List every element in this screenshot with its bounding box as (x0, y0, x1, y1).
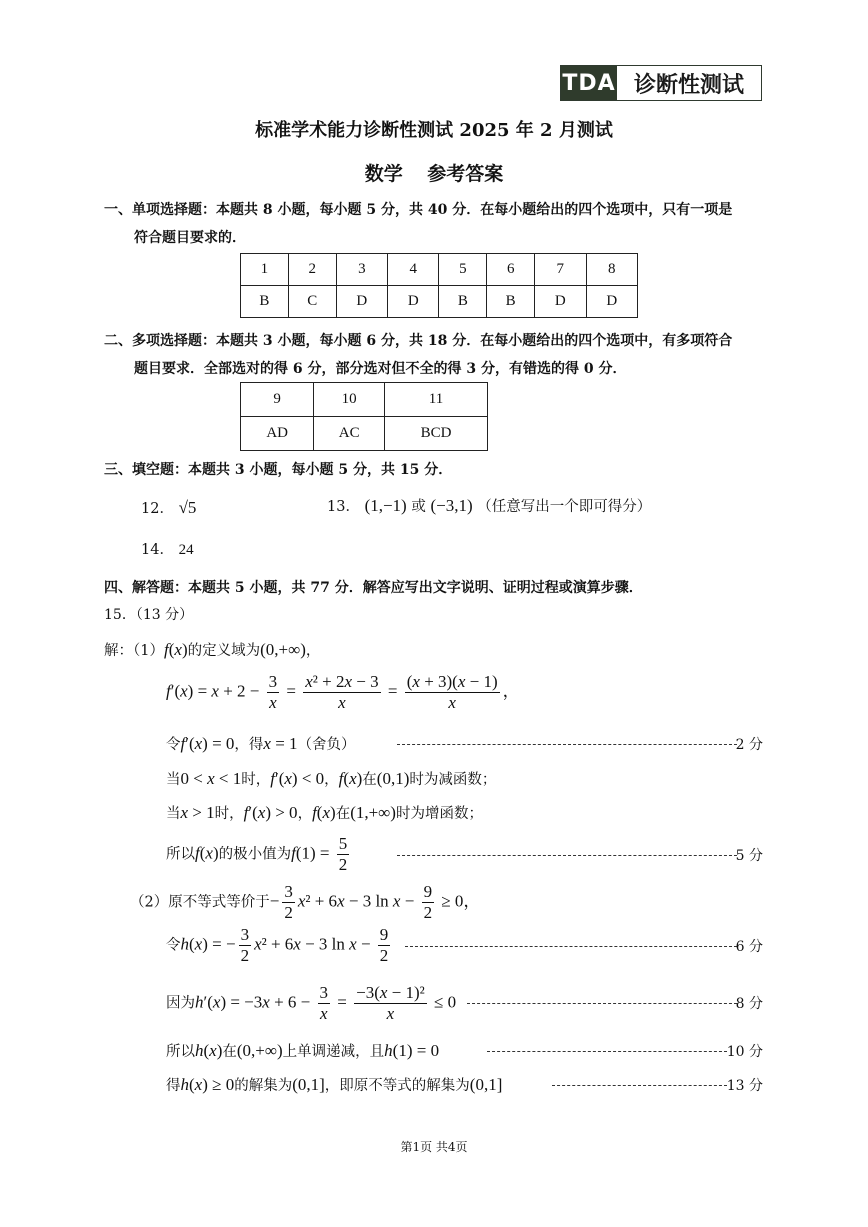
question-number: 2 (288, 254, 336, 286)
answer-cell: D (336, 286, 387, 318)
critical-point-line: 令f′(x) = 0，得x = 1（舍负） (166, 734, 356, 753)
derivative-formula: f′(x) = x + 2 − $\frac{3}{x}$ = $\frac{\text{x² + 2x − 3}}{x}$ = $\frac{(x + 3)(x - 1)}{x}$ ， (166, 672, 520, 712)
q12-answer: 12． √5 (141, 498, 197, 517)
logo-tda-text: TDA (561, 66, 617, 100)
logo-test-name: 诊断性测试 (633, 72, 744, 98)
answer-cell: AC (314, 417, 385, 451)
dotted-leader (397, 744, 737, 745)
table-row (241, 417, 488, 451)
question-number: 11 (384, 383, 487, 417)
question-number: 4 (388, 254, 439, 286)
h-definition: 令h(x) = − $\frac{3}{2}$ x² + 6x − 3 ln x − $\frac{9}{2}$ (166, 925, 389, 965)
section2-heading: 二、多项选择题：本题共 3 小题，每小题 6 分，共 18 分．在每小题给出的四个选项中，有多项符合 题目要求．全部选对的得 6 分，部分选对但不全的得 3 分，有错选的得 0 分． (104, 333, 733, 377)
question-number: 10 (314, 383, 385, 417)
dotted-leader (397, 855, 737, 856)
section3-heading: 三、填空题：本题共 3 小题，每小题 5 分，共 15 分． (104, 462, 453, 478)
question-number: 1 (241, 254, 289, 286)
question-number: 5 (439, 254, 487, 286)
multi-answer-table (240, 382, 488, 451)
question-number: 6 (487, 254, 535, 286)
question-number: 7 (535, 254, 586, 286)
answer-cell: B (439, 286, 487, 318)
minimum-value-line: 所以f(x)的极小值为f(1) = $\frac{5}{2}$ (166, 834, 348, 874)
score-label: 8 分 (735, 996, 763, 1012)
answer-cell: BCD (384, 417, 487, 451)
q15-label: 15．（13 分） (104, 607, 194, 623)
tda-logo (560, 65, 762, 101)
score-label: 10 分 (726, 1044, 763, 1060)
score-label: 5 分 (735, 848, 763, 864)
answer-cell: D (535, 286, 586, 318)
part2-inequality: （2）原不等式等价于− $\frac{3}{2}$ x² + 6x − 3 ln x − $\frac{9}{2}$ ≥ 0， (130, 882, 481, 922)
dotted-leader (552, 1085, 727, 1086)
table-row (241, 254, 638, 286)
answer-cell: D (388, 286, 439, 318)
score-label: 6 分 (735, 939, 763, 955)
h-derivative: 因为h′(x) = −3x + 6 − $\frac{3}{x}$ = $\frac{\text{−3(x − 1)²}}{x}$ ≤ 0 (166, 983, 457, 1023)
answer-cell: B (241, 286, 289, 318)
answer-cell: B (487, 286, 535, 318)
question-number: 8 (586, 254, 637, 286)
table-row (241, 286, 638, 318)
answer-cell: C (288, 286, 336, 318)
dotted-leader (405, 946, 737, 947)
dotted-leader (467, 1003, 737, 1004)
increasing-interval-line: 当x > 1时，f′(x) > 0，f(x)在(1,+∞)时为增函数； (166, 803, 483, 822)
answer-cell: D (586, 286, 637, 318)
question-number: 3 (336, 254, 387, 286)
decreasing-interval-line: 当0 < x < 1时，f′(x) < 0，f(x)在(0,1)时为减函数； (166, 769, 497, 788)
q14-answer: 14． 24 (141, 542, 194, 558)
question-number: 9 (241, 383, 314, 417)
final-solution-line: 得h(x) ≥ 0的解集为(0,1]，即原不等式的解集为(0,1] (166, 1075, 503, 1094)
monotonic-line: 所以h(x)在(0,+∞)上单调递减，且h(1) = 0 (166, 1041, 440, 1060)
page-title: 标准学术能力诊断性测试 2025 年 2 月测试 (255, 120, 613, 141)
section4-heading: 四、解答题：本题共 5 小题，共 77 分．解答应写出文字说明、证明过程或演算步骤． (104, 580, 643, 596)
solution-line-domain: 解：（1）f(x)的定义域为(0,+∞)， (104, 640, 321, 659)
section1-heading: 一、单项选择题：本题共 8 小题，每小题 5 分，共 40 分．在每小题给出的四个选项中，只有一项是 符合题目要求的． (104, 202, 733, 246)
q13-answer: 13． (1,−1) 或 (−3,1) （任意写出一个即可得分） (327, 496, 652, 515)
mc-answer-table (240, 253, 638, 318)
score-label: 13 分 (726, 1078, 763, 1094)
page-footer: 第1页 共4页 (400, 1140, 468, 1154)
score-label: 2 分 (735, 737, 763, 753)
answer-cell: AD (241, 417, 314, 451)
dotted-leader (487, 1051, 727, 1052)
page-subtitle: 数学 参考答案 (364, 163, 504, 185)
table-row (241, 383, 488, 417)
